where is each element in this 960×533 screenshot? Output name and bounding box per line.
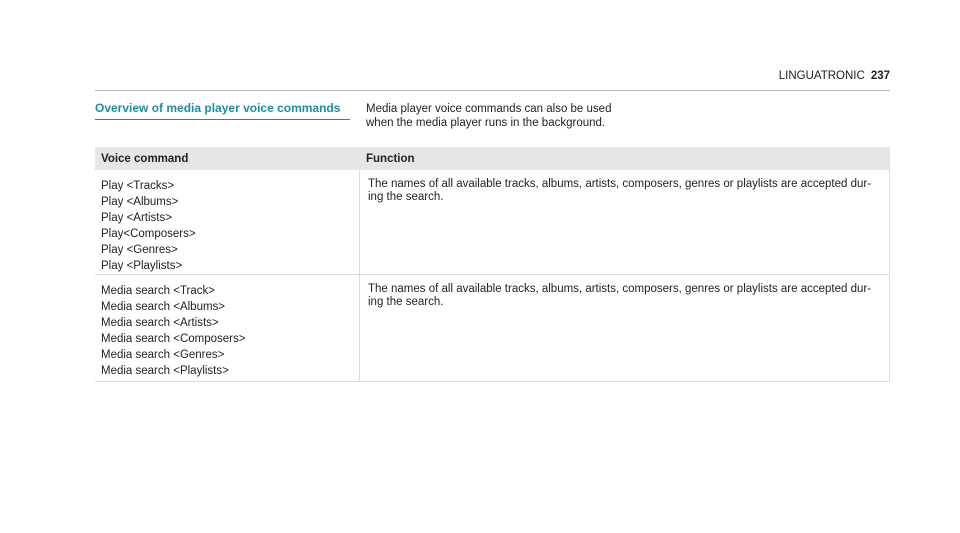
intro-line: when the media player runs in the background. [366,117,606,129]
page-number: 237 [870,70,890,82]
voice-command: Media search <Genres> [101,349,225,361]
column-header-voice-command: Voice command [101,152,189,165]
voice-command-cell [95,275,360,381]
table-row [95,275,890,382]
column-header-function: Function [366,152,415,165]
voice-command-table [95,147,890,382]
function-line: ing the search. [368,191,444,203]
intro-line: Media player voice commands can also be used [366,103,612,115]
voice-command: Play <Playlists> [101,260,183,272]
voice-command: Media search <Playlists> [101,365,229,377]
function-line: ing the search. [368,296,444,308]
table-header [95,147,890,170]
function-line: The names of all available tracks, albums, artists, composers, genres or playlists are accepted dur- [368,283,872,295]
voice-command: Play <Genres> [101,244,178,256]
voice-command: Media search <Composers> [101,333,246,345]
running-header [779,70,890,82]
header-rule [95,90,890,91]
voice-command: Play <Tracks> [101,180,175,192]
voice-command-cell [95,170,360,274]
function-line: The names of all available tracks, albums, artists, composers, genres or playlists are accepted dur- [368,178,872,190]
intro-text [366,102,666,130]
voice-command: Media search <Track> [101,285,215,297]
voice-command: Play<Composers> [101,228,196,240]
voice-command: Media search <Artists> [101,317,219,329]
section-title: Overview of media player voice commands [95,101,350,120]
function-cell [360,275,890,381]
voice-command: Play <Artists> [101,212,172,224]
voice-command: Media search <Albums> [101,301,226,313]
voice-command: Play <Albums> [101,196,179,208]
function-cell [360,170,890,274]
table-row [95,170,890,275]
chapter-title: LINGUATRONIC [778,70,865,82]
